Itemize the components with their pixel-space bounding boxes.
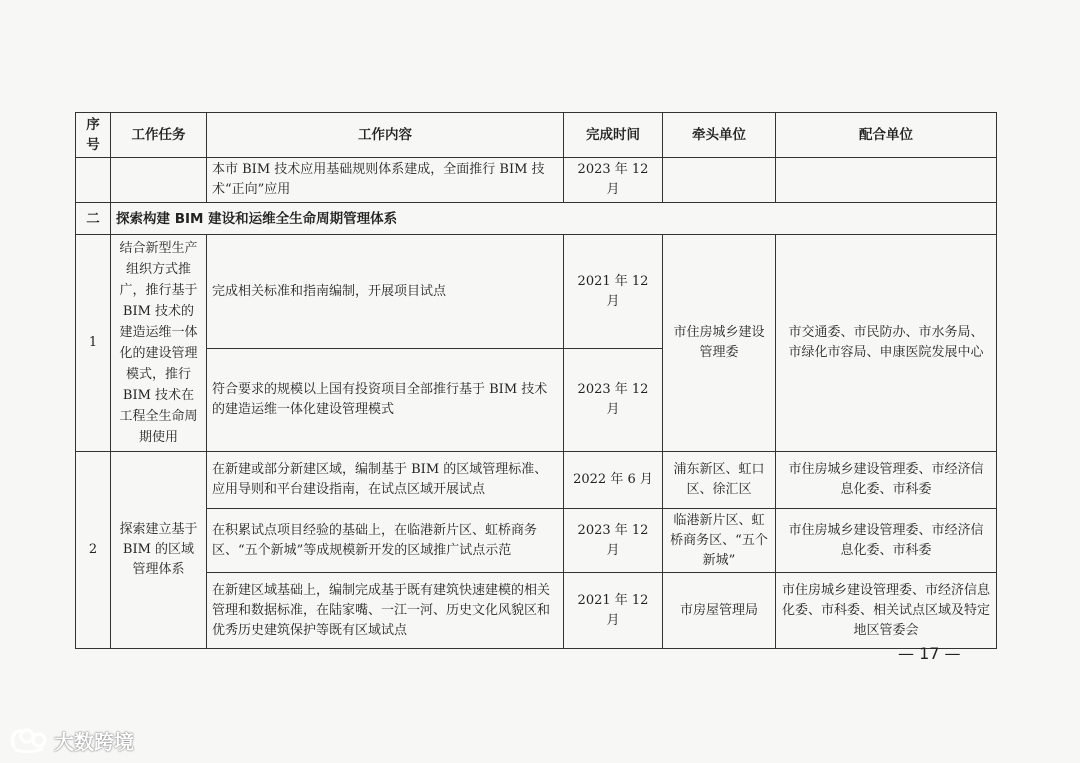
cell-time: 2023 年 12 月 (564, 349, 663, 452)
cell-support: 市住房城乡建设管理委、市经济信息化委、市科委 (776, 452, 997, 509)
header-serial: 序号 (76, 113, 111, 158)
cell-task: 结合新型生产组织方式推广，推行基于 BIM 技术的建造运维一体化的建设管理模式，推行 BIM 技术在工程全生命周期使用 (111, 235, 207, 452)
cell-time: 2022 年 6 月 (564, 452, 663, 509)
table-header-row (76, 113, 997, 158)
work-task-table (75, 112, 997, 649)
cell-task: 探索建立基于 BIM 的区域管理体系 (111, 452, 207, 649)
header-support: 配合单位 (776, 113, 997, 158)
cell-lead: 临港新片区、虹桥商务区、“五个新城” (663, 509, 776, 573)
table-row (76, 509, 997, 573)
cell-lead: 市住房城乡建设管理委 (663, 235, 776, 452)
cell-serial: 2 (76, 452, 111, 649)
cell-content: 符合要求的规模以上国有投资项目全部推行基于 BIM 技术的建造运维一体化建设管理模式 (207, 349, 564, 452)
cell-content: 在新建或部分新建区域，编制基于 BIM 的区域管理标准、应用导则和平台建设指南，在试点区域开展试点 (207, 452, 564, 509)
cell-content: 在新建区域基础上，编制完成基于既有建筑快速建模的相关管理和数据标准，在陆家嘴、一江一河、历史文化风貌区和优秀历史建筑保护等既有区域试点 (207, 573, 564, 649)
watermark-text: 大数跨境 (54, 729, 134, 754)
brand-logo-icon (8, 725, 54, 755)
header-lead: 牵头单位 (663, 113, 776, 158)
header-task: 工作任务 (111, 113, 207, 158)
cell-time: 2023 年 12 月 (564, 509, 663, 573)
watermark (8, 722, 134, 758)
cell-lead: 市房屋管理局 (663, 573, 776, 649)
cell-content: 完成相关标准和指南编制，开展项目试点 (207, 235, 564, 349)
table-row (76, 573, 997, 649)
cell-support: 市交通委、市民防办、市水务局、市绿化市容局、申康医院发展中心 (776, 235, 997, 452)
table-row (76, 235, 997, 349)
cell-lead: 浦东新区、虹口区、徐汇区 (663, 452, 776, 509)
cell-support: 市住房城乡建设管理委、市经济信息化委、市科委 (776, 509, 997, 573)
table-row (76, 158, 997, 203)
cell-support: 市住房城乡建设管理委、市经济信息化委、市科委、相关试点区域及特定地区管委会 (776, 573, 997, 649)
header-content: 工作内容 (207, 113, 564, 158)
cell-time: 2021 年 12 月 (564, 573, 663, 649)
section-number: 二 (76, 203, 111, 235)
section-row (76, 203, 997, 235)
cell-time: 2023 年 12 月 (564, 158, 663, 203)
page-number: — 17 — (898, 644, 961, 663)
cell-serial: 1 (76, 235, 111, 452)
cell-time: 2021 年 12 月 (564, 235, 663, 349)
cell-content: 在积累试点项目经验的基础上，在临港新片区、虹桥商务区、“五个新城”等成规模新开发的区域推广试点示范 (207, 509, 564, 573)
table-row (76, 452, 997, 509)
header-time: 完成时间 (564, 113, 663, 158)
section-title: 探索构建 BIM 建设和运维全生命周期管理体系 (111, 203, 997, 235)
cell-content: 本市 BIM 技术应用基础规则体系建成，全面推行 BIM 技术“正向”应用 (207, 158, 564, 203)
